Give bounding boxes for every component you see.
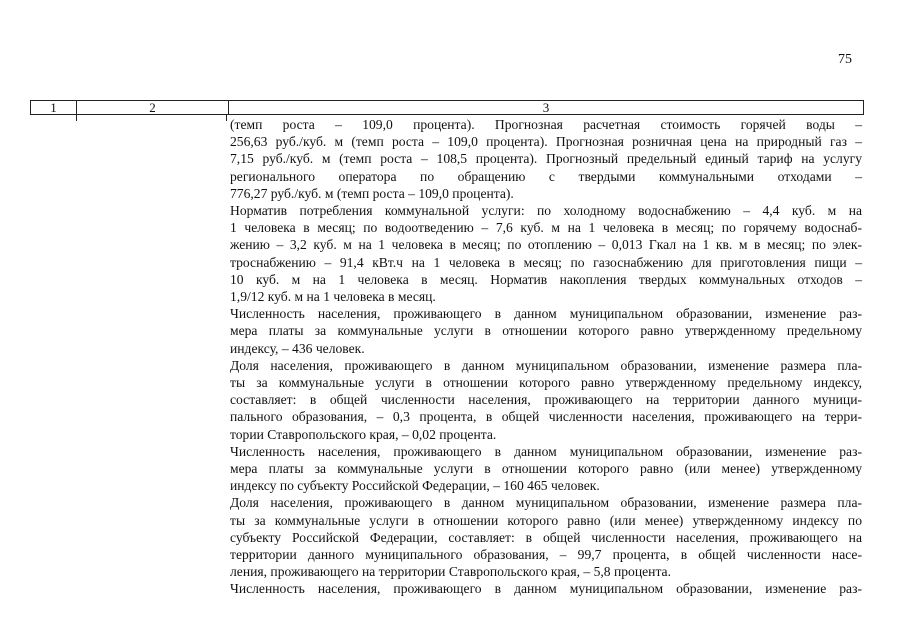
paragraph bbox=[230, 305, 862, 357]
paragraph bbox=[230, 116, 862, 202]
text-line: 7,15 руб./куб. м (темп роста – 108,5 процента). Прогнозный предельный единый тариф на услугу bbox=[230, 151, 862, 167]
text-line: Доля населения, проживающего в данном муниципальном образовании, изменение размера пла- bbox=[230, 357, 862, 373]
column-number-1: 1 bbox=[31, 101, 77, 114]
text-line: Доля населения, проживающего в данном муниципальном образовании, изменение размера пла- bbox=[230, 495, 862, 511]
text-line: троснабжению – 91,4 кВт.ч на 1 человека в месяц; по газоснабжению для приготовления пищи – bbox=[230, 254, 862, 270]
text-line: индексу, – 436 человек. bbox=[230, 340, 365, 356]
text-line: индексу по субъекту Российской Федерации, – 160 465 человек. bbox=[230, 478, 600, 494]
paragraph bbox=[230, 202, 862, 305]
text-line: составляет: в общей численности населения, проживающего на территории данного муници- bbox=[230, 392, 862, 408]
text-line: субъекту Российской Федерации, составляет: в общей численности населения, проживающего на bbox=[230, 529, 862, 545]
text-line: Норматив потребления коммунальной услуги: по холодному водоснабжению – 4,4 куб. м на bbox=[230, 203, 862, 219]
text-line: (темп роста – 109,0 процента). Прогнозная расчетная стоимость горячей воды – bbox=[230, 117, 862, 132]
paragraph bbox=[230, 580, 862, 597]
text-line: 776,27 руб./куб. м (темп роста – 109,0 процента). bbox=[230, 185, 514, 201]
text-line: 1 человека в месяц; по водоотведению – 7,6 куб. м на 1 человека в месяц; по горячему водоснаб- bbox=[230, 220, 862, 236]
text-line: территории данного муниципального образования, – 99,7 процента, в общей численности насе- bbox=[230, 547, 862, 563]
paragraph bbox=[230, 357, 862, 443]
text-line: Численность населения, проживающего в данном муниципальном образовании, изменение раз- bbox=[230, 306, 862, 322]
text-line: мера платы за коммунальные услуги в отношении которого равно утвержденному предельному bbox=[230, 323, 862, 339]
text-line: регионального оператора по обращению с твердыми коммунальными отходами – bbox=[230, 168, 862, 184]
text-line: Численность населения, проживающего в данном муниципальном образовании, изменение раз- bbox=[230, 581, 862, 597]
text-line: 10 куб. м на 1 человека в месяц. Норматив накопления твердых коммунальных отходов – bbox=[230, 271, 862, 287]
text-line: 1,9/12 куб. м на 1 человека в месяц. bbox=[230, 289, 436, 305]
text-line: мера платы за коммунальные услуги в отношении которого равно (или менее) утвержденному bbox=[230, 461, 862, 477]
paragraph bbox=[230, 443, 862, 495]
table-column-header bbox=[30, 100, 864, 115]
text-line: Численность населения, проживающего в данном муниципальном образовании, изменение раз- bbox=[230, 443, 862, 459]
text-line: тории Ставропольского края, – 0,02 процента. bbox=[230, 426, 497, 442]
page-number: 75 bbox=[838, 52, 852, 67]
column-divider-right bbox=[226, 114, 227, 121]
text-line: ты за коммунальные услуги в отношении которого равно (или менее) утвержденному индексу по bbox=[230, 512, 862, 528]
column-divider-left bbox=[76, 114, 77, 121]
paragraph bbox=[230, 494, 862, 580]
text-line: 256,63 руб./куб. м (темп роста – 109,0 процента). Прогнозная розничная цена на природный газ – bbox=[230, 134, 862, 150]
text-line: пального образования, – 0,3 процента, в общей численности населения, проживающего на терри- bbox=[230, 409, 862, 425]
text-line: жению – 3,2 куб. м на 1 человека в месяц; по отоплению – 0,013 Гкал на 1 кв. м в месяц; по элек- bbox=[230, 237, 862, 253]
text-line: ления, проживающего на территории Ставропольского края, – 5,8 процента. bbox=[230, 564, 671, 580]
column-number-2: 2 bbox=[77, 101, 229, 114]
text-line: ты за коммунальные услуги в отношении которого равно утвержденному предельному индексу, bbox=[230, 375, 862, 391]
column-number-3: 3 bbox=[542, 100, 550, 115]
body-text bbox=[230, 116, 862, 598]
